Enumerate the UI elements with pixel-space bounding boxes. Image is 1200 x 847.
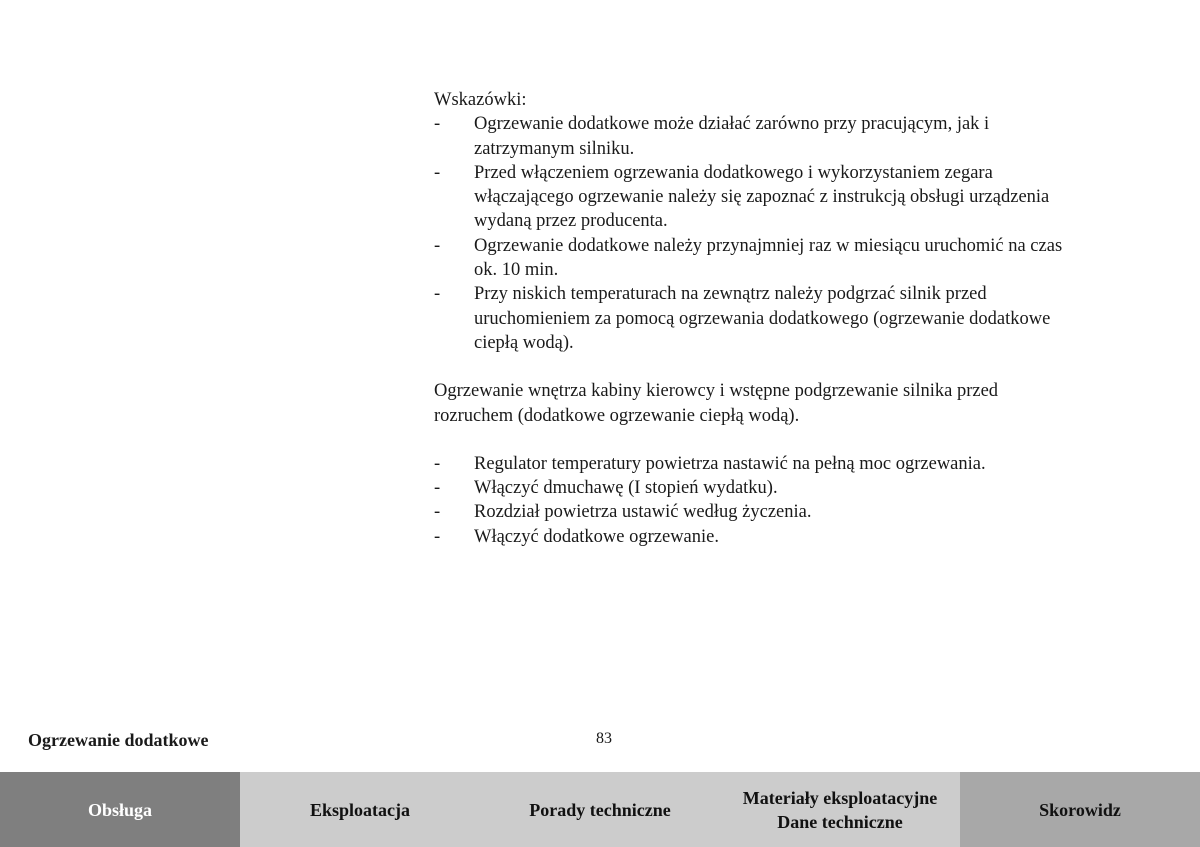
footer-section-title: Ogrzewanie dodatkowe — [28, 730, 209, 750]
bullet-dash: - — [434, 162, 441, 183]
tab-skorowidz[interactable] — [960, 772, 1200, 847]
page-number: 83 — [596, 730, 612, 747]
list-item-text: Włączyć dmuchawę (I stopień wydatku). — [474, 478, 778, 499]
list-item — [434, 500, 1074, 524]
section-paragraph: Ogrzewanie wnętrza kabiny kierowcy i wstępne podgrzewanie silnika przed rozruchem (dodatkowe ogrzewanie ciepłą wodą). — [434, 381, 999, 426]
tab-eksploatacja[interactable] — [240, 772, 480, 847]
list-item-text: Ogrzewanie dodatkowe może działać zarówno przy pracującym, jak i zatrzymanym silniku. — [474, 114, 990, 159]
list-item — [434, 525, 1074, 549]
list-item — [434, 282, 1074, 355]
chapter-tab-bar — [0, 772, 1200, 847]
list-item-text: Rozdział powietrza ustawić według życzenia. — [474, 502, 812, 523]
list-item — [434, 161, 1074, 234]
notes-list — [434, 112, 1074, 355]
list-item-text: Przed włączeniem ogrzewania dodatkowego i wykorzystaniem zegara włączającego ogrzewanie należy się zapoznać z instrukcją obsługi urządzenia wydaną przez producenta. — [474, 162, 1050, 232]
tab-label: Porady techniczne — [529, 799, 671, 820]
bullet-dash: - — [434, 502, 441, 523]
list-item-text: Przy niskich temperaturach na zewnątrz należy podgrzać silnik przed uruchomieniem za pomocą ogrzewania dodatkowego (ogrzewanie dodatkowe ciepłą wodą). — [474, 284, 1051, 353]
tab-porady-techniczne[interactable] — [480, 772, 720, 847]
tab-label: Obsługa — [87, 799, 153, 820]
tab-obsluga[interactable] — [0, 772, 240, 847]
list-item — [434, 452, 1074, 476]
list-item-text: Regulator temperatury powietrza nastawić na pełną moc ogrzewania. — [474, 453, 986, 474]
steps-list — [434, 452, 1074, 549]
list-item — [434, 476, 1074, 500]
list-item-text: Włączyć dodatkowe ogrzewanie. — [474, 526, 719, 547]
page-content — [434, 88, 1074, 549]
bullet-dash: - — [434, 284, 441, 305]
list-item — [434, 112, 1074, 161]
bullet-dash: - — [434, 526, 441, 547]
tab-label-secondary: Dane techniczne — [777, 811, 903, 832]
bullet-dash: - — [434, 478, 441, 499]
tab-materialy-dane-techniczne[interactable] — [720, 772, 960, 847]
tab-label: Eksploatacja — [309, 799, 410, 820]
tab-label: Skorowidz — [1039, 799, 1121, 820]
list-item-text: Ogrzewanie dodatkowe należy przynajmniej raz w miesiącu uruchomić na czas ok. 10 min. — [474, 235, 1063, 281]
tab-label: Materiały eksploatacyjne — [742, 787, 938, 808]
list-item — [434, 234, 1074, 283]
bullet-dash: - — [434, 235, 441, 256]
bullet-dash: - — [434, 453, 441, 474]
bullet-dash: - — [434, 114, 441, 135]
notes-heading: Wskazówki: — [434, 90, 527, 110]
